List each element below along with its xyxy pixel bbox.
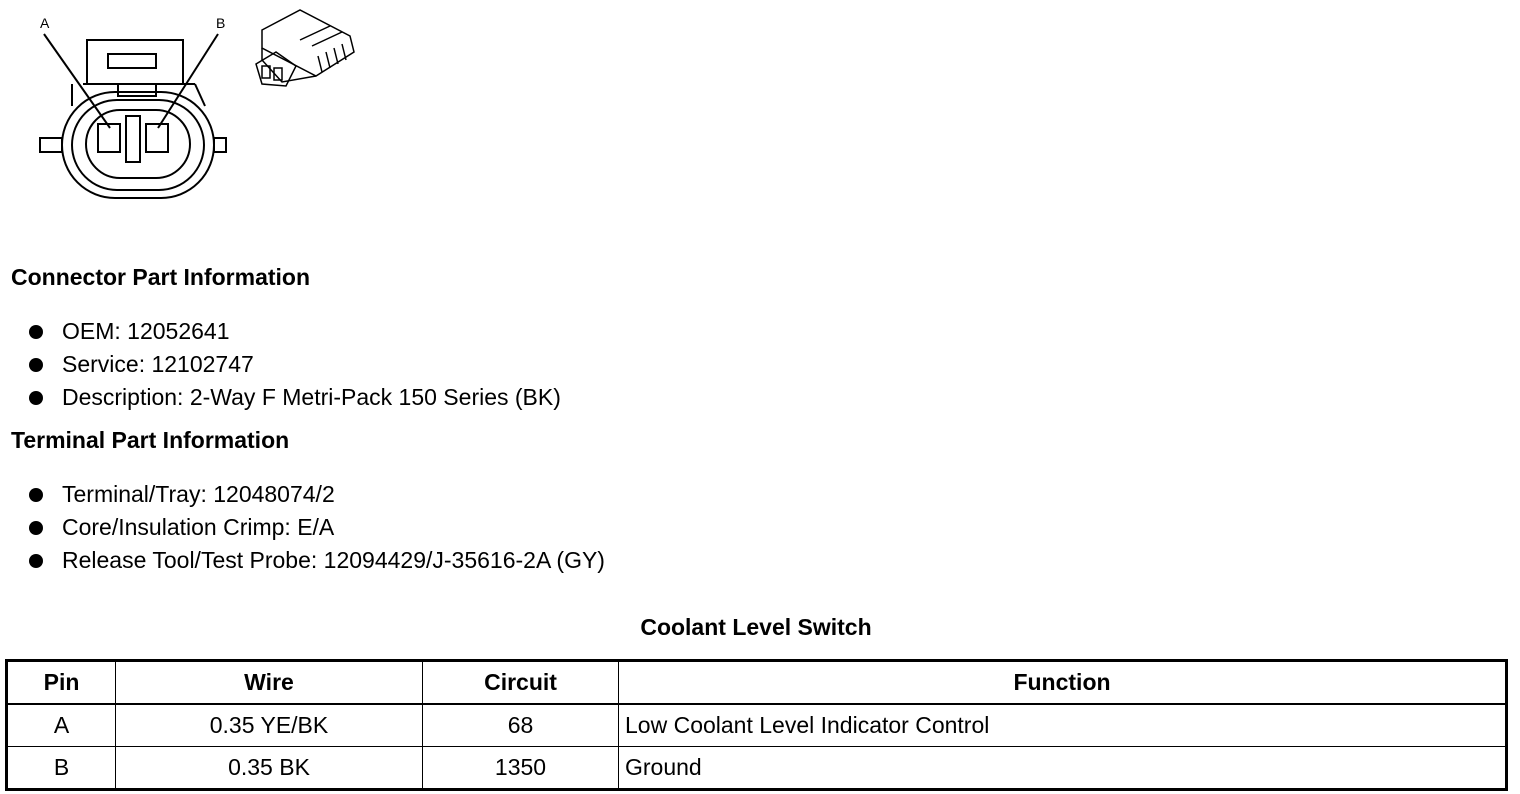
connector-info-list (0, 315, 561, 414)
bullet-icon (29, 325, 43, 339)
table-row (7, 747, 1507, 790)
table-title: Coolant Level Switch (640, 614, 872, 640)
cell-circuit: 68 (423, 704, 619, 747)
list-item-text: Description: 2-Way F Metri-Pack 150 Series (BK) (62, 384, 561, 410)
cell-pin: A (7, 704, 116, 747)
table-row (7, 704, 1507, 747)
connector-perspective-icon (256, 10, 354, 86)
connector-diagram (0, 0, 380, 210)
pin-a-label: A (40, 15, 50, 31)
bullet-icon (29, 554, 43, 568)
cell-wire: 0.35 YE/BK (116, 704, 423, 747)
table-header-row (7, 661, 1507, 705)
header-function: Function (619, 661, 1507, 705)
list-item-text: Release Tool/Test Probe: 12094429/J-35616-2A (GY) (62, 547, 605, 573)
bullet-icon (29, 488, 43, 502)
header-circuit: Circuit (423, 661, 619, 705)
cell-pin: B (7, 747, 116, 790)
list-item (0, 544, 605, 577)
list-item-text: Terminal/Tray: 12048074/2 (62, 481, 335, 507)
terminal-section-title: Terminal Part Information (11, 427, 290, 453)
list-item (0, 315, 561, 348)
pinout-table (5, 659, 1508, 791)
list-item-text: OEM: 12052641 (62, 318, 230, 344)
header-wire: Wire (116, 661, 423, 705)
cell-circuit: 1350 (423, 747, 619, 790)
pin-b-label: B (216, 15, 226, 31)
terminal-info-list (0, 478, 605, 577)
cell-function: Ground (619, 747, 1507, 790)
bullet-icon (29, 358, 43, 372)
list-item (0, 381, 561, 414)
list-item (0, 348, 561, 381)
bullet-icon (29, 521, 43, 535)
list-item-text: Core/Insulation Crimp: E/A (62, 514, 335, 540)
cell-wire: 0.35 BK (116, 747, 423, 790)
cell-function: Low Coolant Level Indicator Control (619, 704, 1507, 747)
header-pin: Pin (7, 661, 116, 705)
list-item-text: Service: 12102747 (62, 351, 254, 377)
list-item (0, 478, 605, 511)
list-item (0, 511, 605, 544)
connector-section-title: Connector Part Information (11, 264, 311, 290)
bullet-icon (29, 391, 43, 405)
